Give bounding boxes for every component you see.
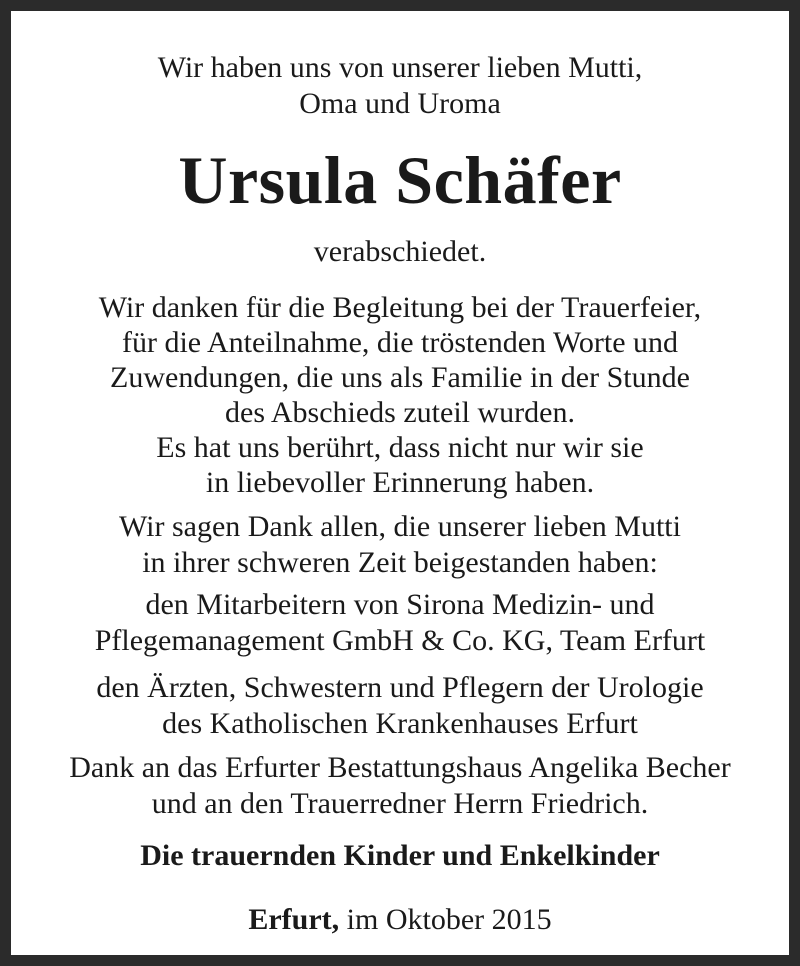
- paragraph-line: Es hat uns berührt, dass nicht nur wir sie: [156, 431, 644, 464]
- obituary-content: [22, 22, 778, 944]
- date-text: im Oktober 2015: [346, 903, 552, 936]
- gratitude-paragraph: [22, 509, 778, 581]
- paragraph-line: Wir sagen Dank allen, die unserer lieben Mutti: [119, 510, 681, 543]
- paragraph-line: in liebevoller Erinnerung haben.: [205, 466, 595, 499]
- paragraph-line: Zuwendungen, die uns als Familie in der Stunde: [110, 361, 690, 394]
- hospital-paragraph: [22, 670, 778, 742]
- intro-line: Oma und Uroma: [299, 87, 501, 120]
- mourners-signature: Die trauernden Kinder und Enkelkinder: [140, 839, 660, 872]
- paragraph-line: des Katholischen Krankenhauses Erfurt: [162, 707, 638, 740]
- paragraph-line: den Mitarbeitern von Sirona Medizin- und: [145, 588, 655, 621]
- funeral-paragraph: [22, 750, 778, 822]
- paragraph-line: den Ärzten, Schwestern und Pflegern der Urologie: [96, 671, 704, 704]
- place-city: Erfurt,: [248, 903, 340, 936]
- paragraph-line: in ihrer schweren Zeit beigestanden haben:: [142, 546, 658, 579]
- deceased-name: Ursula Schäfer: [178, 142, 622, 218]
- staff-paragraph: [22, 587, 778, 659]
- paragraph-line: für die Anteilnahme, die tröstenden Worte und: [121, 326, 679, 359]
- paragraph-line: und an den Trauerredner Herrn Friedrich.: [151, 787, 649, 820]
- intro-text: [22, 50, 778, 122]
- paragraph-line: Dank an das Erfurter Bestattungshaus Angelika Becher: [69, 751, 731, 784]
- intro-line: Wir haben uns von unserer lieben Mutti,: [157, 51, 643, 84]
- paragraph-line: Wir danken für die Begleitung bei der Trauerfeier,: [98, 291, 702, 324]
- thanks-paragraph: [22, 290, 778, 500]
- place-date: [22, 902, 778, 938]
- paragraph-line: des Abschieds zuteil wurden.: [225, 396, 575, 429]
- paragraph-line: Pflegemanagement GmbH & Co. KG, Team Erfurt: [94, 624, 706, 657]
- farewell-text: verabschiedet.: [313, 235, 487, 268]
